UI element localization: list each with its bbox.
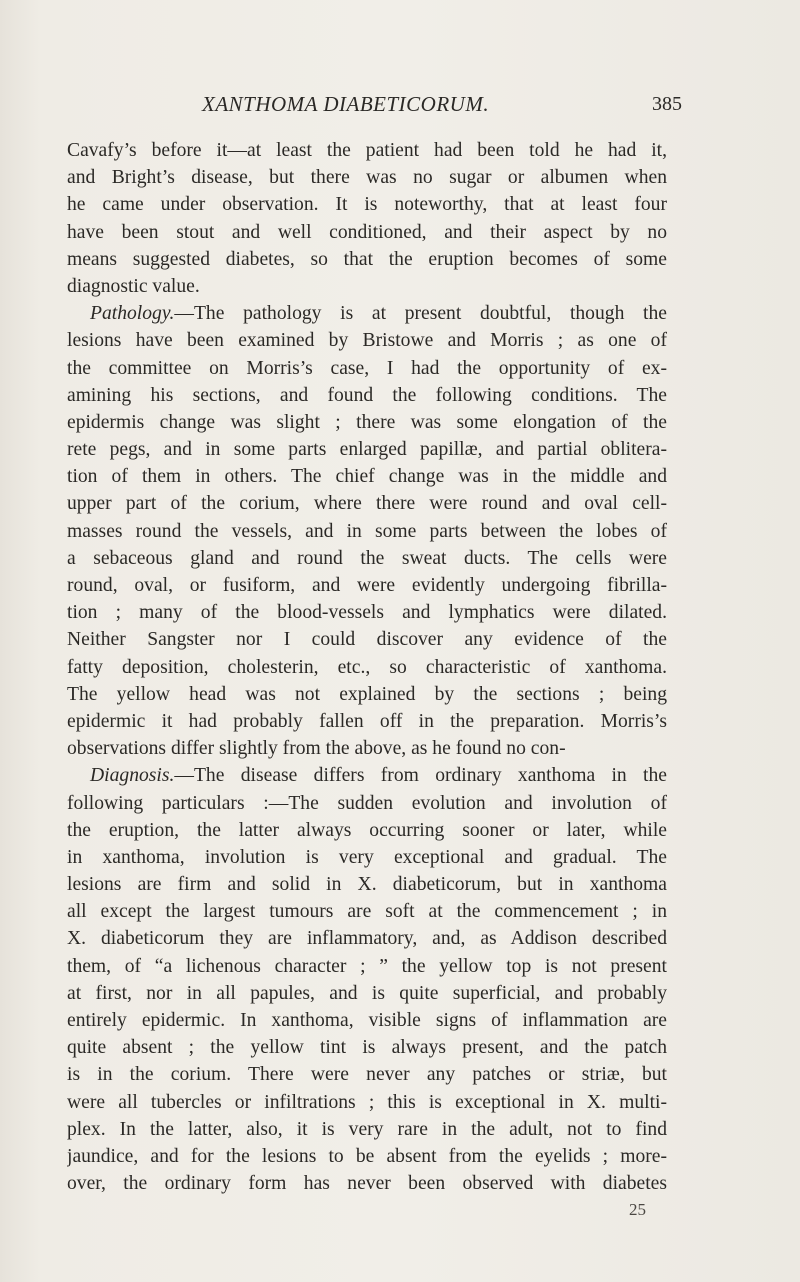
text-run: —The pathology is at present doubtful, though the	[174, 303, 667, 325]
text-line	[67, 762, 667, 789]
section-heading-diagnosis: Diagnosis.	[90, 765, 175, 787]
text-line: lesions have been examined by Bristowe and Morris ; as one of	[67, 330, 667, 352]
text-line: jaundice, and for the lesions to be absent from the eyelids ; more-	[67, 1145, 667, 1167]
section-heading-pathology: Pathology.	[90, 303, 175, 325]
text-line: fatty deposition, cholesterin, etc., so characteristic of xanthoma.	[67, 656, 667, 678]
text-line: the committee on Morris’s case, I had the opportunity of ex-	[67, 357, 667, 379]
text-line: The yellow head was not explained by the sections ; being	[67, 683, 667, 705]
text-line: epidermis change was slight ; there was some elongation of the	[67, 411, 667, 433]
text-line: them, of “a lichenous character ; ” the yellow top is not present	[67, 955, 667, 977]
text-line: diagnostic value.	[67, 275, 200, 297]
text-line: the eruption, the latter always occurring sooner or later, while	[67, 819, 667, 841]
page-number: 385	[652, 93, 682, 115]
text-line: tion of them in others. The chief change was in the middle and	[67, 466, 667, 488]
text-line: epidermic it had probably fallen off in the preparation. Morris’s	[67, 710, 667, 732]
text-run: —The disease differs from ordinary xanthoma in the	[174, 765, 667, 787]
text-line: quite absent ; the yellow tint is always present, and the patch	[67, 1037, 667, 1059]
text-line: tion ; many of the blood-vessels and lymphatics were dilated.	[67, 602, 667, 624]
text-line: following particulars :—The sudden evolution and involution of	[67, 792, 667, 814]
text-line: at first, nor in all papules, and is quite superficial, and probably	[67, 982, 667, 1004]
text-line: round, oval, or fusiform, and were evidently undergoing fibrilla-	[67, 575, 667, 596]
text-line: amining his sections, and found the following conditions. The	[67, 384, 667, 406]
text-line: observations differ slightly from the above, as he found no con-	[67, 738, 566, 760]
body-text	[67, 137, 667, 1197]
text-line: all except the largest tumours are soft at the commencement ; in	[67, 901, 667, 923]
text-line: masses round the vessels, and in some parts between the lobes of	[67, 520, 667, 542]
text-line: Neither Sangster nor I could discover any evidence of the	[67, 629, 667, 651]
text-line: is in the corium. There were never any patches or striæ, but	[67, 1064, 667, 1086]
text-line: over, the ordinary form has never been observed with diabetes	[67, 1173, 667, 1195]
running-title: XANTHOMA DIABETICORUM.	[202, 92, 490, 116]
pathology-paragraph	[67, 300, 667, 762]
signature-mark: 25	[629, 1200, 646, 1219]
diagnosis-paragraph	[67, 762, 667, 1197]
text-line: rete pegs, and in some parts enlarged papillæ, and partial oblitera-	[67, 439, 667, 461]
text-line: have been stout and well conditioned, and their aspect by no	[67, 221, 667, 243]
text-line: a sebaceous gland and round the sweat ducts. The cells were	[67, 547, 667, 569]
text-line: plex. In the latter, also, it is very rare in the adult, not to find	[67, 1118, 667, 1140]
text-line: entirely epidermic. In xanthoma, visible signs of inflammation are	[67, 1010, 667, 1031]
paragraph-continuation	[67, 137, 667, 300]
text-line	[67, 300, 667, 327]
text-line: he came under observation. It is noteworthy, that at least four	[67, 194, 667, 216]
text-line: means suggested diabetes, so that the eruption becomes of some	[67, 248, 667, 270]
text-line: lesions are firm and solid in X. diabeticorum, but in xanthoma	[67, 874, 667, 896]
text-line: X. diabeticorum they are inflammatory, and, as Addison described	[67, 928, 667, 950]
text-line: and Bright’s disease, but there was no sugar or albumen when	[67, 167, 667, 189]
text-line: Cavafy’s before it—at least the patient had been told he had it,	[67, 140, 667, 161]
text-line: were all tubercles or infiltrations ; this is exceptional in X. multi-	[67, 1091, 667, 1113]
text-line: in xanthoma, involution is very exceptional and gradual. The	[67, 846, 667, 868]
page-header	[100, 92, 680, 122]
text-line: upper part of the corium, where there were round and oval cell-	[67, 493, 667, 515]
